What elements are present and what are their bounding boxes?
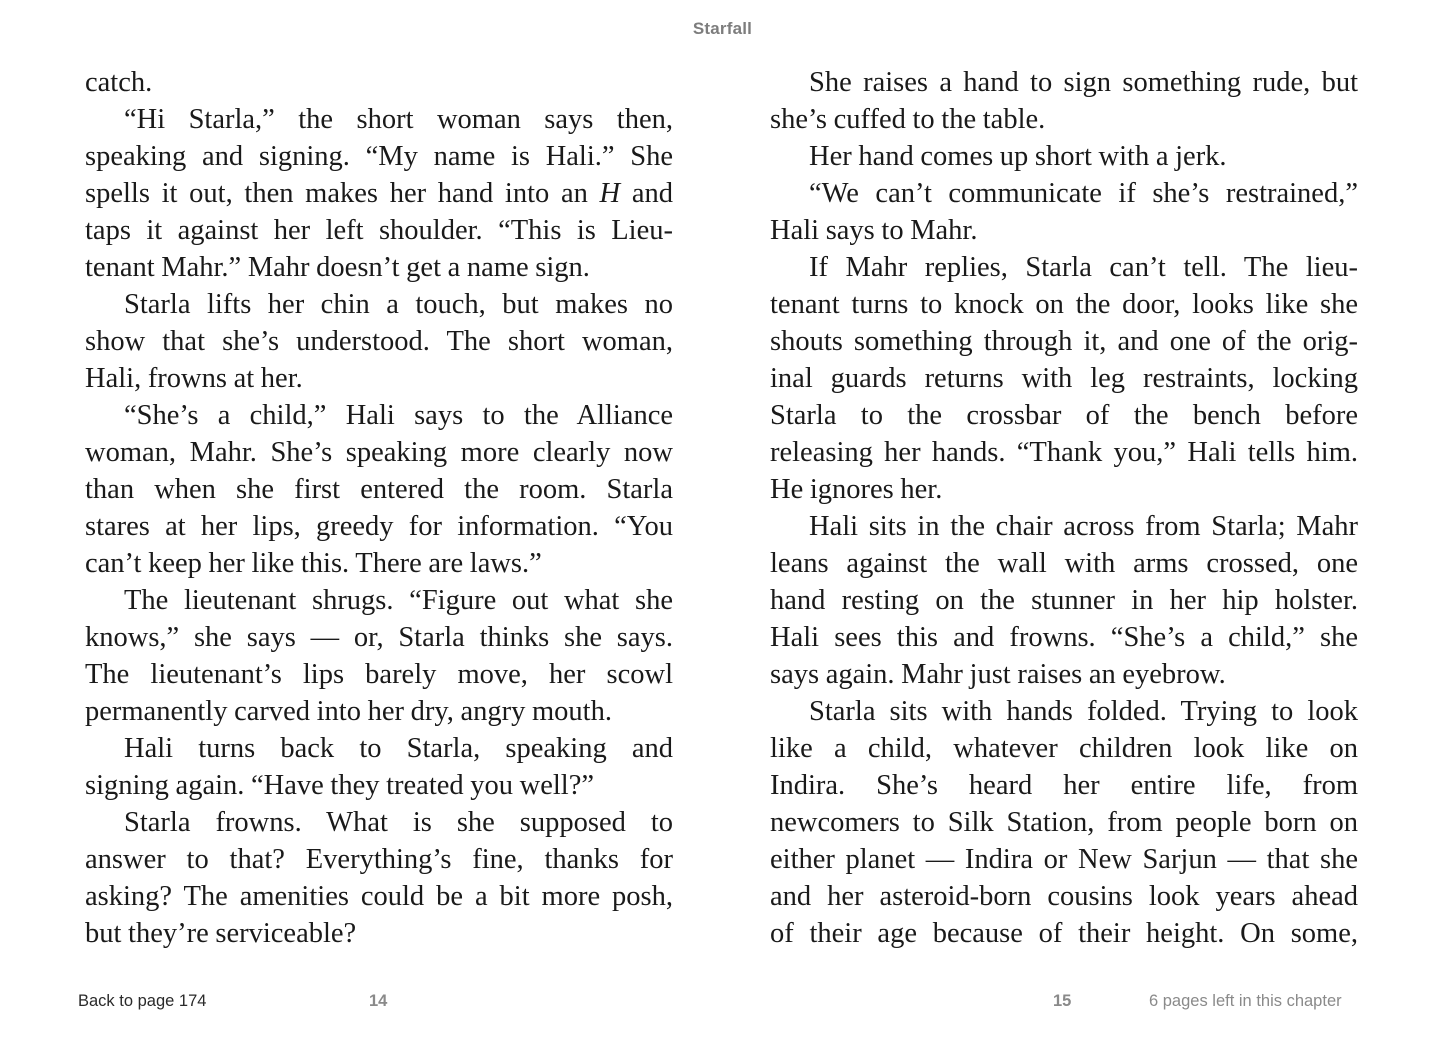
text-line: newcomers to Silk Station, from people born on — [770, 807, 1358, 838]
text-line: Hali sees this and frowns. “She’s a child,” she — [770, 622, 1358, 653]
text-line: “We can’t communicate if she’s restrained,” — [809, 178, 1358, 209]
text-line: Her hand comes up short with a jerk. — [809, 141, 1227, 172]
text-line: Starla frowns. What is she supposed to — [124, 807, 673, 838]
text-line: Starla lifts her chin a touch, but makes no — [124, 289, 673, 320]
text-line: tenant turns to knock on the door, looks like she — [770, 289, 1358, 320]
text-line: spells it out, then makes her hand into an H and — [85, 178, 673, 209]
page-number-left: 14 — [369, 992, 388, 1010]
text-line: catch. — [85, 67, 153, 98]
text-line: Indira. She’s heard her entire life, from — [770, 770, 1358, 801]
text-line: like a child, whatever children look like on — [770, 733, 1358, 764]
text-line: can’t keep her like this. There are laws.” — [85, 548, 542, 579]
text-line: either planet — Indira or New Sarjun — that she — [770, 844, 1358, 875]
text-line: taps it against her left shoulder. “This is Lieu- — [85, 215, 673, 246]
text-line: speaking and signing. “My name is Hali.” She — [85, 141, 673, 172]
text-line: hand resting on the stunner in her hip holster. — [770, 585, 1358, 616]
text-line: says again. Mahr just raises an eyebrow. — [770, 659, 1226, 690]
text-line: and her asteroid-born cousins look years ahead — [770, 881, 1358, 912]
text-line: of their age because of their height. On some, — [770, 918, 1358, 949]
text-line: Hali says to Mahr. — [770, 215, 978, 246]
text-line: “She’s a child,” Hali says to the Alliance — [124, 400, 673, 431]
text-line: shouts something through it, and one of the orig- — [770, 326, 1358, 357]
text-line: leans against the wall with arms crossed, one — [770, 548, 1358, 579]
text-line: “Hi Starla,” the short woman says then, — [124, 104, 673, 135]
text-line: than when she first entered the room. Starla — [85, 474, 673, 505]
text-line: Starla to the crossbar of the bench before — [770, 400, 1358, 431]
pages-left-in-chapter: 6 pages left in this chapter — [1149, 992, 1342, 1010]
text-line: Hali turns back to Starla, speaking and — [124, 733, 673, 764]
page-number-right: 15 — [1053, 992, 1072, 1010]
text-line: She raises a hand to sign something rude, but — [809, 67, 1358, 98]
text-line: asking? The amenities could be a bit more posh, — [85, 881, 673, 912]
text-line: Hali sits in the chair across from Starla; Mahr — [809, 511, 1358, 542]
text-line: The lieutenant’s lips barely move, her scowl — [85, 659, 673, 690]
text-line: woman, Mahr. She’s speaking more clearly now — [85, 437, 673, 468]
text-line: releasing her hands. “Thank you,” Hali tells him. — [770, 437, 1358, 468]
page-left-text — [85, 64, 673, 952]
text-line: If Mahr replies, Starla can’t tell. The lieu- — [809, 252, 1358, 283]
text-line: Hali, frowns at her. — [85, 363, 303, 394]
book-title: Starfall — [692, 19, 753, 38]
text-line: stares at her lips, greedy for information. “You — [85, 511, 673, 542]
text-line: signing again. “Have they treated you well?” — [85, 770, 595, 801]
page-right-text — [770, 64, 1358, 952]
text-line: He ignores her. — [770, 474, 943, 505]
text-line: but they’re serviceable? — [85, 918, 357, 949]
text-line: show that she’s understood. The short woman, — [85, 326, 673, 357]
text-line: inal guards returns with leg restraints, locking — [770, 363, 1358, 394]
text-line: The lieutenant shrugs. “Figure out what she — [124, 585, 673, 616]
text-line: tenant Mahr.” Mahr doesn’t get a name sign. — [85, 252, 590, 283]
text-line: Starla sits with hands folded. Trying to look — [809, 696, 1358, 727]
text-line: she’s cuffed to the table. — [770, 104, 1046, 135]
back-to-page-link[interactable]: Back to page 174 — [78, 992, 207, 1010]
text-line: knows,” she says — or, Starla thinks she says. — [85, 622, 673, 653]
text-line: answer to that? Everything’s fine, thanks for — [85, 844, 673, 875]
text-line: permanently carved into her dry, angry mouth. — [85, 696, 612, 727]
